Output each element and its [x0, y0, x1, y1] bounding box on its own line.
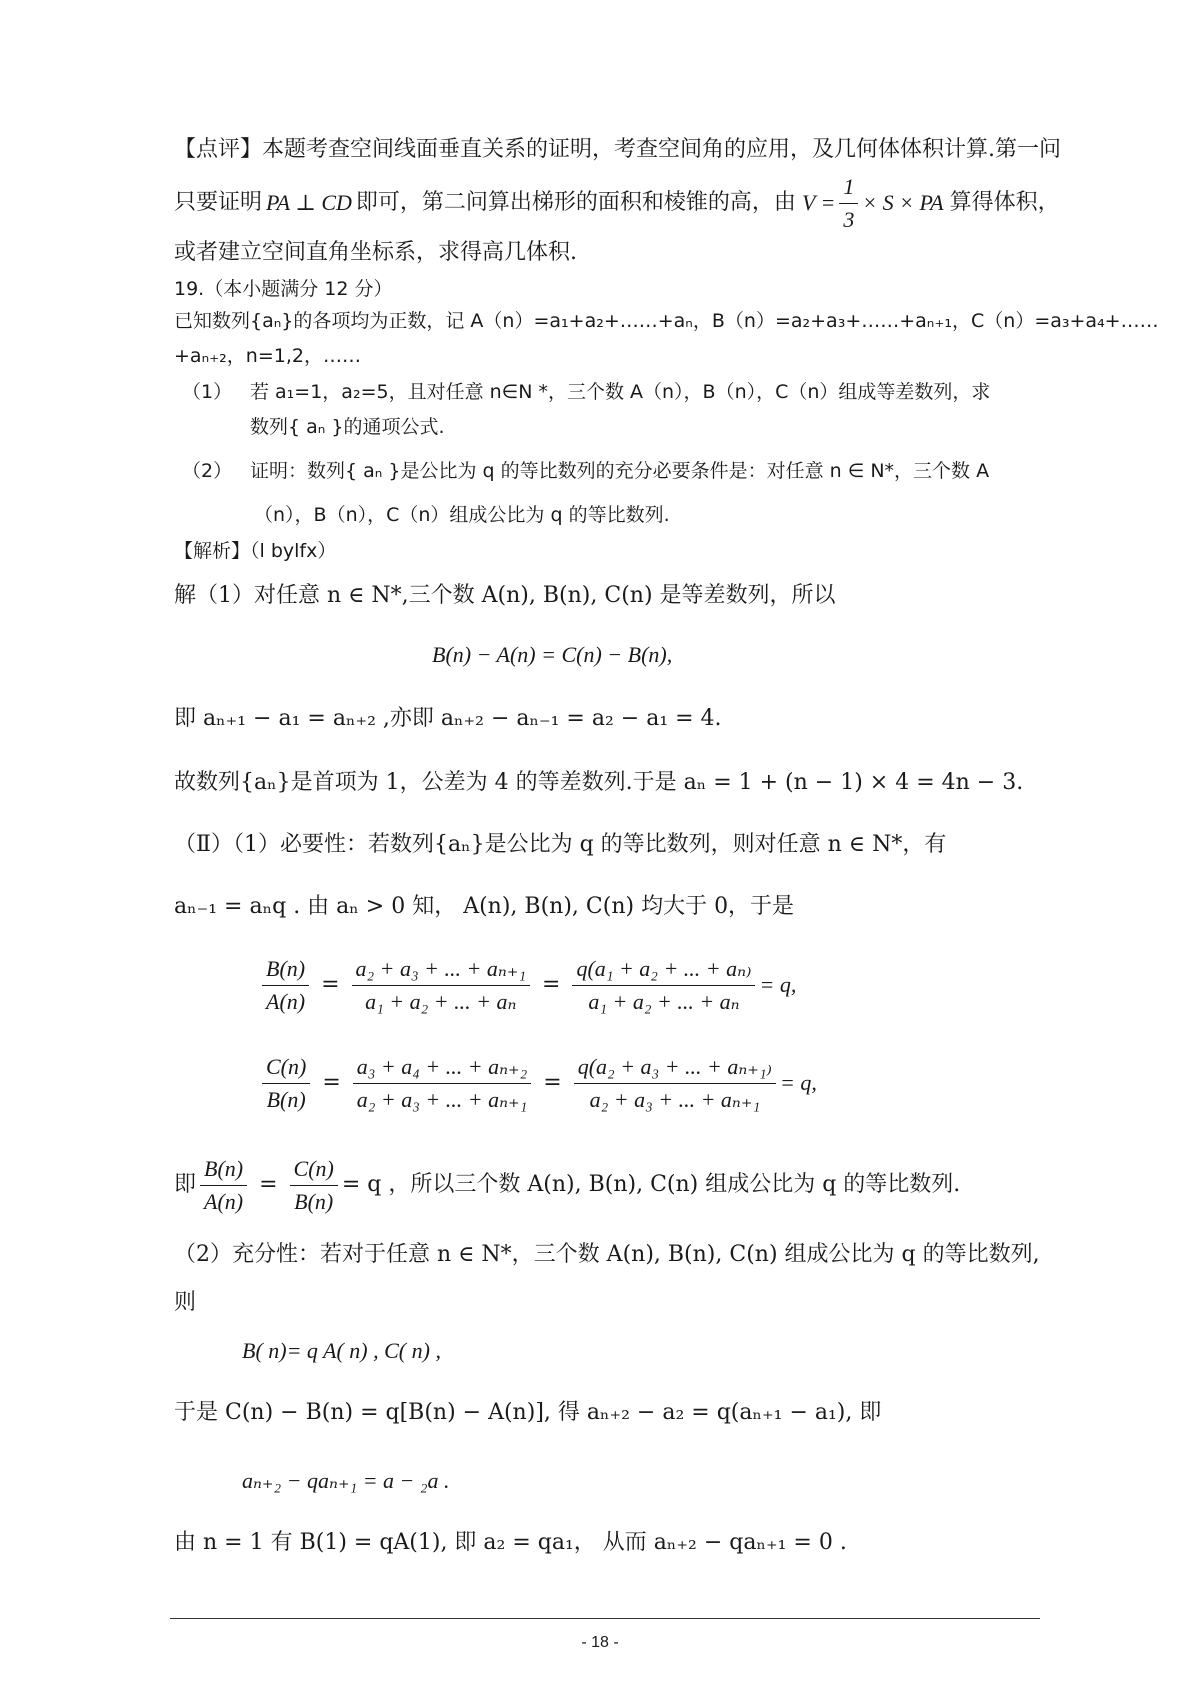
fraction-equation-1: $\frac{B(n)}{A(n)}$ = $\frac{\text{a₂ + a₃ + ... + aₙ₊₁}}{\text{a₁ + a₂ + ... + aₙ}}$ = $\frac{\text{q(a₁ + a₂ + ... + aₙ₎}}{\text{a₁ + a₂ + ... + aₙ}}$ = q,: [258, 950, 796, 1020]
question-2-label: （2）: [182, 460, 233, 482]
fraction-numerator: B(n): [262, 956, 309, 986]
fraction-numerator: q(a₂ + a₃ + ... + aₙ₊₁₎: [574, 1054, 776, 1084]
solution-text: 即: [174, 1172, 197, 1197]
solution-line: aₙ₋₁ = aₙq . 由 aₙ > 0 知， A(n), B(n), C(n) 均大于 0，于是: [174, 894, 795, 919]
fraction: [352, 956, 531, 1015]
equation: B( n)= q A( n) , C( n) ,: [242, 1338, 441, 1363]
problem-stem-line-1: 已知数列{aₙ}的各项均为正数，记 A（n）=a₁+a₂+……+aₙ，B（n）=a₂+a₃+……+aₙ₊₁，C（n）=a₃+a₄+……: [174, 310, 1159, 332]
fraction-denominator: a₂ + a₃ + ... + aₙ₊₁: [589, 1086, 761, 1112]
solution-line: 解（1）对任意 n ∈ N*,三个数 A(n), B(n), C(n) 是等差数列，所以: [174, 583, 836, 608]
fraction-numerator: C(n): [290, 1156, 338, 1186]
fraction-denominator: a₁ + a₂ + ... + aₙ: [365, 988, 517, 1014]
solution-line: 则: [174, 1290, 197, 1315]
fraction: [839, 174, 858, 233]
page-number: - 18 -: [581, 1634, 619, 1651]
math-expression: PA ⊥ CD: [266, 190, 352, 215]
problem-stem-line-2: +aₙ₊₂，n=1,2，……: [174, 345, 361, 367]
fraction-denominator: a₂ + a₃ + ... + aₙ₊₁: [356, 1086, 528, 1112]
fraction-denominator: B(n): [294, 1188, 334, 1214]
fraction-numerator: B(n): [200, 1156, 247, 1186]
solution-line: 由 n = 1 有 B(1) = qA(1), 即 a₂ = qa₁， 从而 aₙ₊₂ − qaₙ₊₁ = 0 .: [174, 1530, 847, 1555]
comment-text: 只要证明: [174, 190, 263, 215]
fraction-denominator: a₁ + a₂ + ... + aₙ: [588, 988, 740, 1014]
equation: aₙ₊₂ − qaₙ₊₁ = a − ₂a .: [242, 1468, 450, 1493]
question-1-line-2: 数列{ aₙ }的通项公式.: [250, 416, 445, 438]
comment-text: 即可，第二问算出梯形的面积和棱锥的高，由: [355, 190, 796, 215]
solution-header: 【解析】（l bylfx）: [174, 540, 337, 562]
solution-line: 故数列{aₙ}是首项为 1，公差为 4 的等差数列.于是 aₙ = 1 + (n − 1) × 4 = 4n − 3.: [174, 770, 1024, 795]
fraction-numerator: q(a₁ + a₂ + ... + aₙ₎: [572, 956, 755, 986]
fraction-denominator: A(n): [266, 988, 306, 1014]
fraction-numerator: 1: [839, 174, 858, 204]
solution-line: （Ⅱ）（1）必要性：若数列{aₙ}是公比为 q 的等比数列，则对任意 n ∈ N*，有: [174, 832, 947, 857]
solution-text: = q ，所以三个数 A(n), B(n), C(n) 组成公比为 q 的等比数列.: [341, 1172, 961, 1197]
fraction-numerator: a₃ + a₄ + ... + aₙ₊₂: [353, 1054, 532, 1084]
math-expression: V =: [801, 190, 836, 215]
fraction-numerator: C(n): [262, 1054, 310, 1084]
comment-line-2: [174, 173, 1060, 232]
fraction: [200, 1156, 247, 1215]
solution-line: （2）充分性：若对于任意 n ∈ N*，三个数 A(n), B(n), C(n) 组成公比为 q 的等比数列,: [174, 1242, 1040, 1267]
solution-line: 于是 C(n) − B(n) = q[B(n) − A(n)], 得 aₙ₊₂ − a₂ = q(aₙ₊₁ − a₁), 即: [174, 1400, 882, 1425]
fraction: [262, 1054, 310, 1113]
comment-line-3: 或者建立空间直角坐标系，求得高几体积.: [174, 240, 577, 265]
fraction: [574, 1054, 776, 1113]
math-expression: = q,: [779, 1070, 817, 1095]
question-1-line-1: 若 a₁=1，a₂=5，且对任意 n∈N *，三个数 A（n），B（n），C（n）组成等差数列，求: [250, 381, 991, 403]
fraction-equation-3: 即 $\frac{B(n)}{A(n)}$ = $\frac{C(n)}{B(n)}$ = q ，所以三个数 A(n), B(n), C(n) 组成公比为 q 的等比数列.: [174, 1155, 961, 1214]
math-expression: × S × PA: [862, 190, 944, 215]
equation: B(n) − A(n) = C(n) − B(n),: [432, 642, 673, 667]
fraction-denominator: 3: [843, 206, 855, 232]
math-expression: = q,: [759, 972, 797, 997]
question-2-line-1: 证明：数列{ aₙ }是公比为 q 的等比数列的充分必要条件是：对任意 n ∈ N*，三个数 A: [250, 460, 990, 482]
fraction: [290, 1156, 338, 1215]
fraction: [262, 956, 309, 1015]
fraction: [572, 956, 755, 1015]
problem-title: 19.（本小题满分 12 分）: [174, 278, 393, 300]
question-1-label: （1）: [182, 381, 233, 403]
solution-line: 即 aₙ₊₁ − a₁ = aₙ₊₂ ,亦即 aₙ₊₂ − aₙ₋₁ = a₂ − a₁ = 4.: [174, 706, 722, 731]
fraction-numerator: a₂ + a₃ + ... + aₙ₊₁: [352, 956, 531, 986]
fraction-denominator: A(n): [204, 1188, 244, 1214]
fraction-denominator: B(n): [266, 1086, 306, 1112]
comment-line-1: 【点评】本题考查空间线面垂直关系的证明，考查空间角的应用，及几何体体积计算.第一问: [174, 137, 1061, 162]
comment-text: 算得体积，: [949, 190, 1060, 215]
fraction: [353, 1054, 532, 1113]
fraction-equation-2: $\frac{C(n)}{B(n)}$ = $\frac{\text{a₃ + a₄ + ... + aₙ₊₂}}{\text{a₂ + a₃ + ... + aₙ₊₁}}$ = $\frac{\text{q(a₂ + a₃ + ... + aₙ₊₁₎}}{\text{a₂ + a₃ + ... + aₙ₊₁}}$ = q,: [258, 1048, 817, 1118]
footer-divider: [170, 1618, 1040, 1619]
question-2-line-2: （n），B（n），C（n）组成公比为 q 的等比数列.: [254, 504, 670, 526]
